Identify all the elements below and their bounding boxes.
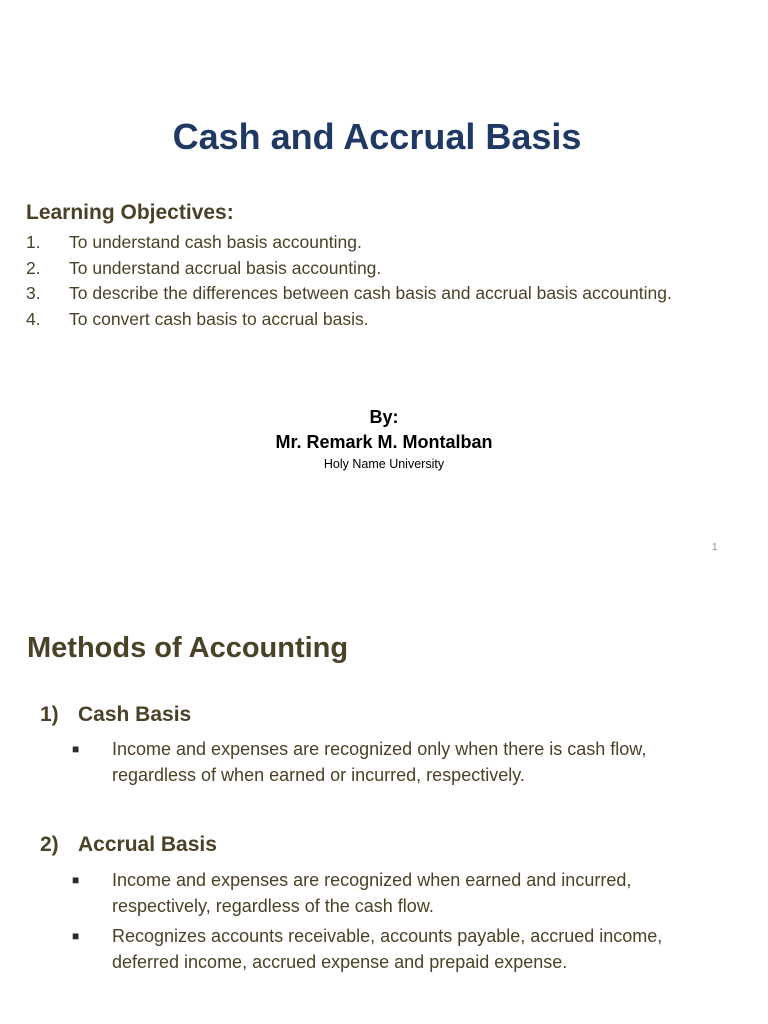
objective-number: 1.	[26, 232, 41, 252]
bullet-item	[72, 924, 732, 975]
method-name: Accrual Basis	[78, 833, 217, 856]
objective-number: 3.	[26, 283, 41, 303]
objective-item	[26, 307, 706, 333]
bullet-text: Income and expenses are recognized when earned and incurred, respectively, regardless of the cash flow.	[112, 870, 632, 916]
bullet-text: Recognizes accounts receivable, accounts payable, accrued income, deferred income, accrued expense and prepaid expense.	[112, 926, 663, 972]
objectives-list	[26, 230, 706, 332]
accrual-basis-bullets	[72, 868, 732, 980]
objective-number: 2.	[26, 257, 41, 278]
objective-number: 4.	[26, 308, 41, 329]
method-number: 1)	[40, 703, 59, 726]
slide-2	[0, 580, 768, 1024]
author-school: Holy Name University	[323, 457, 445, 471]
objective-text: To understand accrual basis accounting.	[69, 257, 382, 278]
author-by-label: By:	[369, 407, 399, 427]
bullet-item	[72, 868, 732, 919]
objective-text: To understand cash basis accounting.	[69, 232, 362, 252]
objectives-heading: Learning Objectives:	[26, 201, 234, 224]
method-name: Cash Basis	[78, 703, 192, 726]
objective-text: To describe the differences between cash basis and accrual basis accounting.	[69, 283, 672, 303]
square-bullet-icon: ■	[72, 873, 80, 887]
objective-text: To convert cash basis to accrual basis.	[69, 308, 369, 329]
slide-title: Cash and Accrual Basis	[172, 116, 582, 157]
slide-title: Methods of Accounting	[27, 632, 349, 664]
bullet-item	[72, 737, 732, 788]
objective-item	[26, 230, 706, 256]
objective-item	[26, 256, 706, 282]
page-number: 1	[712, 542, 718, 553]
cash-basis-bullets	[72, 737, 732, 793]
method-number: 2)	[40, 833, 59, 856]
method-heading-accrual-basis	[40, 833, 217, 857]
method-heading-cash-basis	[40, 703, 191, 727]
bullet-text: Income and expenses are recognized only when there is cash flow, regardless of when earned or incurred, respectively.	[112, 739, 647, 785]
square-bullet-icon: ■	[72, 742, 80, 756]
square-bullet-icon: ■	[72, 929, 80, 943]
author-name: Mr. Remark M. Montalban	[275, 432, 493, 452]
objective-item	[26, 281, 706, 307]
